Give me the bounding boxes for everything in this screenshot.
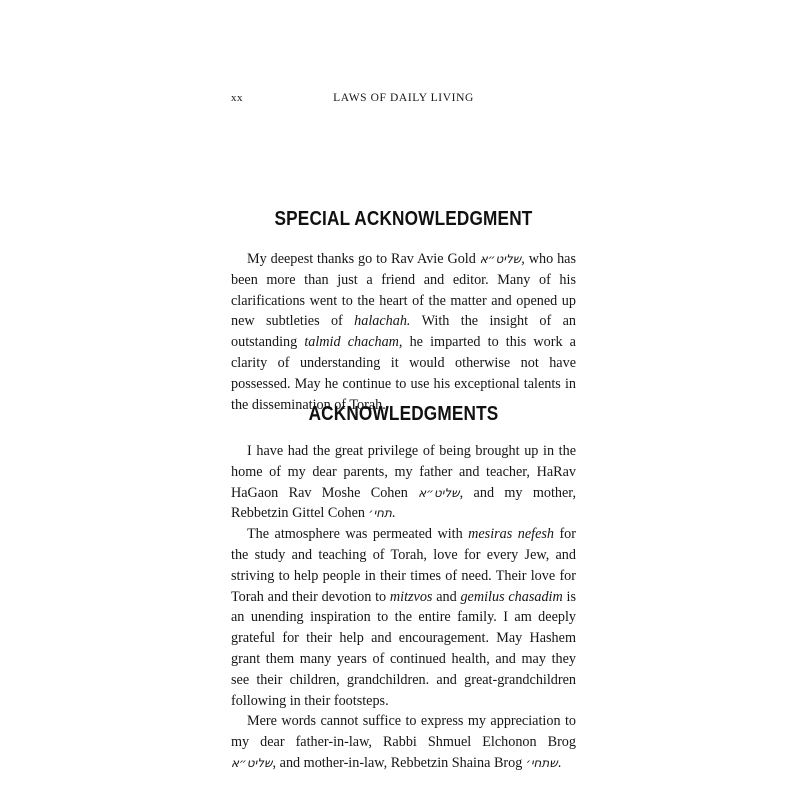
text-run: Mere words cannot suffice to express my appreciation to my dear father-in-law, Rabbi Shmuel Elchonon Brog bbox=[231, 713, 576, 751]
text-run: is an unending inspiration to the entire family. I am deeply grateful for their help and encouragement. May Hashem grant them many years of continued health, and may they see their children, grandchildren. and great-grandchildren following in their footsteps. bbox=[231, 588, 576, 709]
hebrew-honorific: שתחי׳ bbox=[525, 755, 558, 770]
acknowledgments-paragraph-1 bbox=[231, 441, 576, 524]
text-run: The atmosphere was permeated with bbox=[247, 526, 469, 543]
hebrew-honorific: שליט״א bbox=[418, 485, 460, 500]
text-run: With the insight of an outstanding bbox=[231, 313, 576, 351]
text-run: for the study and teaching of Torah, love for every Jew, and striving to help people in their times of need. Their love for Torah and their devotion to bbox=[231, 526, 577, 605]
running-head bbox=[231, 92, 576, 110]
italic-term: mesiras nefesh bbox=[468, 526, 554, 543]
acknowledgments-heading: ACKNOWLEDGMENTS bbox=[308, 403, 499, 425]
text-run: I have had the great privilege of being brought up in the home of my dear parents, my father and teacher, HaRav HaGaon Rav Moshe Cohen bbox=[231, 443, 576, 501]
hebrew-honorific: תחי׳ bbox=[368, 506, 392, 521]
running-title: LAWS OF DAILY LIVING bbox=[333, 92, 474, 104]
acknowledgments-paragraph-2 bbox=[231, 524, 576, 711]
acknowledgments-section bbox=[231, 403, 576, 774]
italic-term: gemilus chasadim bbox=[460, 588, 563, 605]
text-run: , who has been more than just a friend and editor. Many of his clarifications went to the heart of the matter and opened up new subtleties of bbox=[231, 251, 576, 330]
hebrew-honorific: שליט״א bbox=[479, 252, 522, 266]
text-run: . bbox=[557, 754, 562, 771]
text-run: and bbox=[432, 588, 461, 605]
hebrew-honorific: שליט״א bbox=[231, 755, 273, 770]
text-run: , and my mother, Rebbetzin Gittel Cohen bbox=[231, 484, 576, 522]
text-run: he imparted to this work a clarity of understanding it would otherwise not have possessed. May he continue to use his exceptional talents in the dissemination of Torah. bbox=[231, 334, 576, 413]
italic-term: talmid chacham, bbox=[304, 334, 403, 351]
special-acknowledgment-section bbox=[231, 208, 576, 415]
text-run: . bbox=[391, 505, 396, 522]
special-acknowledgment-heading: SPECIAL ACKNOWLEDGMENT bbox=[274, 208, 533, 230]
italic-term: mitzvos bbox=[389, 588, 433, 605]
page-number: xx bbox=[231, 92, 243, 104]
special-acknowledgment-paragraph bbox=[231, 249, 576, 415]
acknowledgments-paragraph-3 bbox=[231, 711, 576, 773]
italic-term: halachah. bbox=[354, 313, 411, 330]
text-run: , and mother-in-law, Rebbetzin Shaina Brog bbox=[272, 754, 526, 771]
text-run: My deepest thanks go to Rav Avie Gold bbox=[247, 251, 480, 267]
